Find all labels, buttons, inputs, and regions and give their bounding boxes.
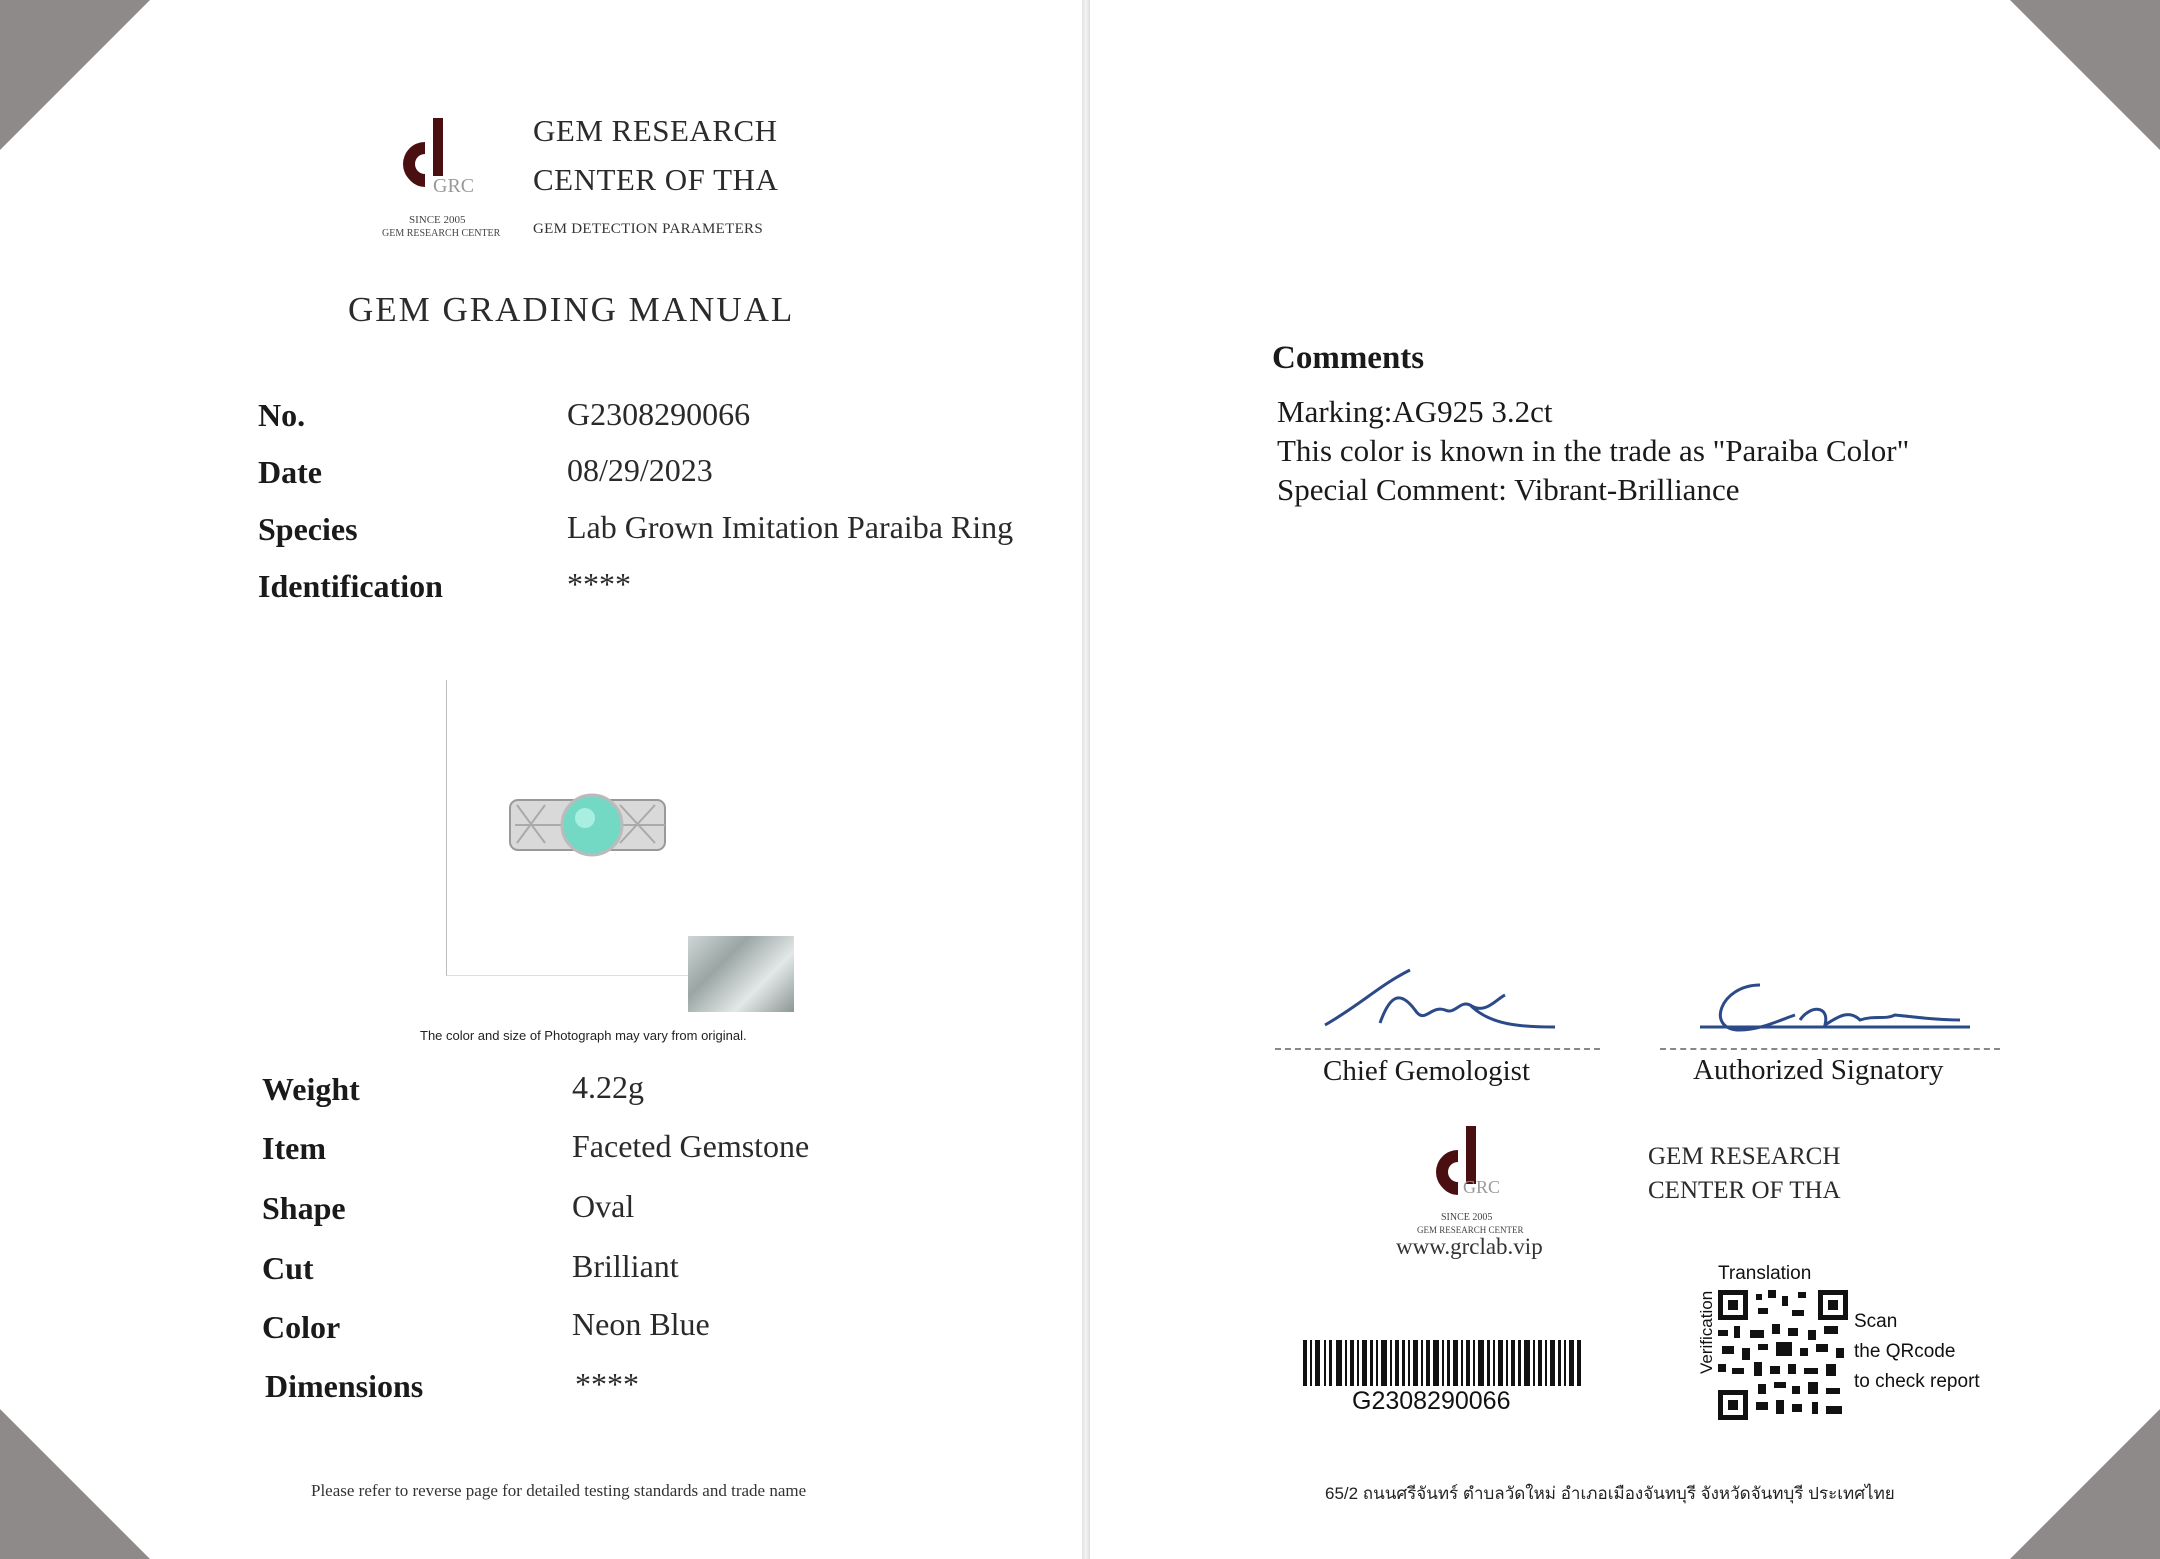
field-label-cut: Cut bbox=[262, 1250, 314, 1286]
authorized-signatory-label: Authorized Signatory bbox=[1693, 1054, 1944, 1086]
field-label-no: No. bbox=[258, 397, 306, 433]
brand-name-right-line1: GEM RESEARCH bbox=[1648, 1143, 1841, 1170]
logo-since: SINCE 2005 bbox=[409, 214, 466, 226]
field-label-shape: Shape bbox=[262, 1190, 346, 1226]
logo-caption-right: GEM RESEARCH CENTER bbox=[1417, 1225, 1524, 1235]
qr-top-label: Translation bbox=[1718, 1263, 1812, 1284]
chief-signature-line bbox=[1275, 1048, 1600, 1050]
qr-instruction-line1: Scan bbox=[1854, 1311, 1898, 1332]
field-value-identification: **** bbox=[567, 566, 631, 602]
field-value-weight: 4.22g bbox=[572, 1069, 644, 1105]
left-footer-note: Please refer to reverse page for detailed testing standards and trade name bbox=[311, 1481, 807, 1500]
thai-address: 65/2 ถนนศรีจันทร์ ตำบลวัดใหม่ อำเภอเมืองจันทบุรี จังหวัดจันทบุรี ประเทศไทย bbox=[1325, 1484, 1895, 1503]
field-label-dimensions: Dimensions bbox=[265, 1368, 424, 1404]
field-value-species: Lab Grown Imitation Paraiba Ring bbox=[567, 509, 1014, 545]
brand-name-right-line2: CENTER OF THA bbox=[1648, 1177, 1841, 1204]
field-label-identification: Identification bbox=[258, 568, 443, 604]
brand-tagline: GEM DETECTION PARAMETERS bbox=[533, 221, 763, 237]
field-value-no: G2308290066 bbox=[567, 396, 751, 432]
field-label-item: Item bbox=[262, 1130, 326, 1166]
field-label-species: Species bbox=[258, 511, 358, 547]
hologram-sticker bbox=[688, 936, 794, 1012]
logo-letters: GRC bbox=[433, 175, 475, 197]
logo-caption: GEM RESEARCH CENTER bbox=[382, 228, 501, 239]
field-value-color: Neon Blue bbox=[572, 1306, 710, 1342]
chief-gemologist-signature bbox=[1320, 965, 1560, 1040]
qr-instruction-line3: to check report bbox=[1854, 1371, 1980, 1392]
website-link[interactable]: www.grclab.vip bbox=[1396, 1234, 1543, 1259]
photo-note: The color and size of Photograph may vary from original. bbox=[420, 1028, 747, 1043]
comment-line-1: Marking:AG925 3.2ct bbox=[1277, 394, 1553, 429]
chief-gemologist-label: Chief Gemologist bbox=[1323, 1055, 1531, 1087]
barcode bbox=[1303, 1340, 1583, 1386]
field-value-cut: Brilliant bbox=[572, 1248, 679, 1284]
logo-letters-right: GRC bbox=[1463, 1177, 1501, 1197]
field-label-weight: Weight bbox=[262, 1071, 360, 1107]
field-value-shape: Oval bbox=[572, 1188, 635, 1224]
authorized-signature bbox=[1700, 975, 1970, 1045]
field-label-color: Color bbox=[262, 1309, 341, 1345]
logo-since-right: SINCE 2005 bbox=[1441, 1212, 1493, 1223]
qr-side-label: Verification bbox=[1697, 1290, 1716, 1374]
comment-line-3: Special Comment: Vibrant-Brilliance bbox=[1277, 472, 1740, 507]
qr-code[interactable] bbox=[1718, 1290, 1848, 1420]
qr-instruction-line2: the QRcode bbox=[1854, 1341, 1956, 1362]
authorized-signature-line bbox=[1660, 1048, 2000, 1050]
field-value-item: Faceted Gemstone bbox=[572, 1128, 810, 1164]
document-title: GEM GRADING MANUAL bbox=[348, 290, 795, 329]
field-label-date: Date bbox=[258, 454, 322, 490]
comment-line-2: This color is known in the trade as "Paraiba Color" bbox=[1277, 433, 1910, 468]
ring-photo bbox=[505, 785, 675, 865]
brand-name-line1: GEM RESEARCH bbox=[533, 113, 778, 148]
grc-logo-icon-right bbox=[1418, 1122, 1528, 1217]
barcode-number: G2308290066 bbox=[1352, 1387, 1511, 1415]
field-value-dimensions: **** bbox=[575, 1366, 639, 1402]
comments-heading: Comments bbox=[1272, 340, 1425, 376]
brand-name-line2: CENTER OF THA bbox=[533, 162, 779, 197]
field-value-date: 08/29/2023 bbox=[567, 452, 713, 488]
